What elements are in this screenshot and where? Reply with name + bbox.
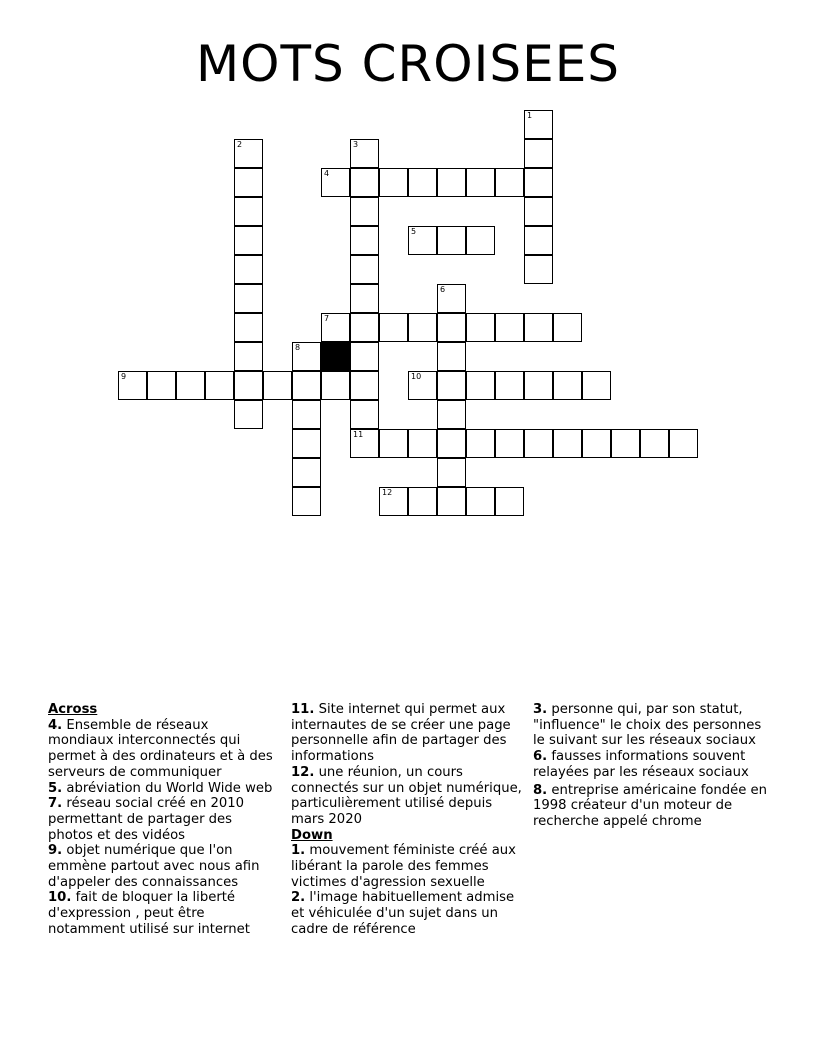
clue-across-10 [48,890,278,937]
grid-cell[interactable] [118,371,147,400]
grid-cell[interactable] [263,371,292,400]
grid-cell[interactable] [350,313,379,342]
grid-cell[interactable] [321,313,350,342]
grid-cell[interactable] [234,168,263,197]
clue-number: 9. [48,843,63,859]
clue-number-label: 8 [295,343,301,352]
grid-cell[interactable] [205,371,234,400]
clue-number-label: 2 [237,140,243,149]
grid-cell[interactable] [524,371,553,400]
page-title: MOTS CROISEES [195,35,621,93]
grid-cell[interactable] [524,197,553,226]
clue-number: 4. [48,717,63,733]
grid-cell[interactable] [466,429,495,458]
grid-cell[interactable] [495,313,524,342]
grid-cell[interactable] [524,168,553,197]
grid-cell[interactable] [437,371,466,400]
grid-cell[interactable] [437,458,466,487]
clue-text: abréviation du World Wide web [66,780,273,796]
grid-cell[interactable] [466,487,495,516]
grid-cell[interactable] [582,429,611,458]
clue-down-2 [291,890,523,937]
grid-cell[interactable] [234,400,263,429]
grid-cell[interactable] [524,429,553,458]
grid-cell[interactable] [350,371,379,400]
clue-across-4 [48,718,278,781]
grid-cell[interactable] [495,429,524,458]
grid-cell[interactable] [437,487,466,516]
grid-cell[interactable] [640,429,669,458]
grid-cell[interactable] [437,342,466,371]
clue-number-label: 9 [121,372,127,381]
clues-column-1 [48,702,278,938]
grid-cell[interactable] [321,168,350,197]
grid-cell[interactable] [437,226,466,255]
grid-cell[interactable] [437,400,466,429]
clue-down-6 [533,749,773,780]
clue-text: l'image habituellement admise et véhiculée d'un sujet dans un cadre de référence [291,890,515,937]
grid-cell[interactable] [292,342,321,371]
grid-cell[interactable] [350,255,379,284]
clue-text: objet numérique que l'on emmène partout avec nous afin d'appeler des connaissances [48,843,260,890]
grid-cell[interactable] [495,168,524,197]
grid-cell[interactable] [292,458,321,487]
grid-cell[interactable] [495,371,524,400]
grid-cell[interactable] [292,400,321,429]
clue-text: Ensemble de réseaux mondiaux interconnectés qui permet à des ordinateurs et à des serveurs de communiquer [48,717,273,780]
grid-cell[interactable] [147,371,176,400]
grid-cell[interactable] [350,342,379,371]
grid-cell[interactable] [379,487,408,516]
clue-text: réseau social créé en 2010 permettant de partager des photos et des vidéos [48,796,245,843]
clue-number-label: 5 [411,227,417,236]
clue-text: une réunion, un cours connectés sur un objet numérique, particulièrement utilisé depuis mars 2020 [291,764,522,827]
grid-cell[interactable] [234,284,263,313]
grid-cell[interactable] [350,400,379,429]
grid-cell[interactable] [524,226,553,255]
grid-cell[interactable] [524,313,553,342]
clue-number-label: 6 [440,285,446,294]
grid-cell[interactable] [350,429,379,458]
grid-cell[interactable] [379,168,408,197]
grid-cell[interactable] [234,342,263,371]
grid-cell[interactable] [350,284,379,313]
grid-cell[interactable] [466,371,495,400]
grid-cell[interactable] [466,313,495,342]
grid-cell[interactable] [524,255,553,284]
grid-cell[interactable] [321,371,350,400]
clue-across-12 [291,765,523,828]
grid-cell[interactable] [437,429,466,458]
grid-cell[interactable] [669,429,698,458]
grid-cell[interactable] [350,226,379,255]
grid-cell[interactable] [234,313,263,342]
clue-number: 3. [533,702,548,717]
clue-text: Site internet qui permet aux internautes de se créer une page personnelle afin de partager des informations [291,702,511,765]
clue-across-7 [48,796,278,843]
clue-down-3 [533,702,773,749]
clue-text: personne qui, par son statut, "influence" le choix des personnes le suivant sur les réseaux sociaux [533,702,762,749]
black-square [321,342,350,371]
grid-cell[interactable] [408,168,437,197]
grid-cell[interactable] [437,168,466,197]
grid-cell[interactable] [495,487,524,516]
grid-cell[interactable] [292,429,321,458]
clue-number: 6. [533,749,548,765]
clues-column-3 [533,702,773,830]
clue-text: entreprise américaine fondée en 1998 créateur d'un moteur de recherche appelé chrome [533,782,768,829]
grid-cell[interactable] [408,487,437,516]
grid-cell[interactable] [350,197,379,226]
clue-number: 5. [48,780,63,796]
clue-number: 10. [48,890,72,906]
clue-across-5 [48,781,278,797]
clue-number-label: 7 [324,314,330,323]
grid-cell[interactable] [292,371,321,400]
grid-cell[interactable] [234,197,263,226]
grid-cell[interactable] [234,226,263,255]
grid-cell[interactable] [379,313,408,342]
clue-number: 12. [291,764,315,780]
clue-text: fait de bloquer la liberté d'expression , peut être notamment utilisé sur internet [48,890,250,937]
grid-cell[interactable] [611,429,640,458]
grid-cell[interactable] [466,168,495,197]
grid-cell[interactable] [437,313,466,342]
down-heading: Down [291,827,333,843]
grid-cell[interactable] [379,429,408,458]
clue-down-8 [533,783,773,830]
grid-cell[interactable] [408,429,437,458]
grid-cell[interactable] [553,429,582,458]
clue-number-label: 11 [353,430,364,439]
grid-cell[interactable] [408,313,437,342]
clue-number: 1. [291,843,306,859]
grid-cell[interactable] [582,371,611,400]
grid-cell[interactable] [553,313,582,342]
grid-cell[interactable] [176,371,205,400]
grid-cell[interactable] [437,284,466,313]
clue-number: 7. [48,796,63,812]
grid-cell[interactable] [524,110,553,139]
clue-number: 8. [533,782,548,798]
grid-cell[interactable] [553,371,582,400]
grid-cell[interactable] [350,168,379,197]
clues-column-2 [291,702,523,938]
grid-cell[interactable] [408,226,437,255]
clue-text: mouvement féministe créé aux libérant la parole des femmes victimes d'agression sexuelle [291,843,516,890]
clue-number-label: 12 [382,488,393,497]
clue-number-label: 1 [527,111,533,120]
grid-cell[interactable] [524,139,553,168]
across-heading: Across [48,702,98,717]
clue-down-1 [291,843,523,890]
grid-cell[interactable] [234,139,263,168]
clue-number: 11. [291,702,315,717]
clue-number-label: 10 [411,372,422,381]
clue-across-9 [48,843,278,890]
clue-number-label: 3 [353,140,359,149]
clue-number: 2. [291,890,306,906]
grid-cell[interactable] [234,255,263,284]
clue-text: fausses informations souvent relayées par les réseaux sociaux [533,749,749,780]
grid-cell[interactable] [292,487,321,516]
grid-cell[interactable] [350,139,379,168]
grid-cell[interactable] [234,371,263,400]
clue-number-label: 4 [324,169,330,178]
grid-cell[interactable] [466,226,495,255]
grid-cell[interactable] [408,371,437,400]
clue-across-11 [291,702,523,765]
